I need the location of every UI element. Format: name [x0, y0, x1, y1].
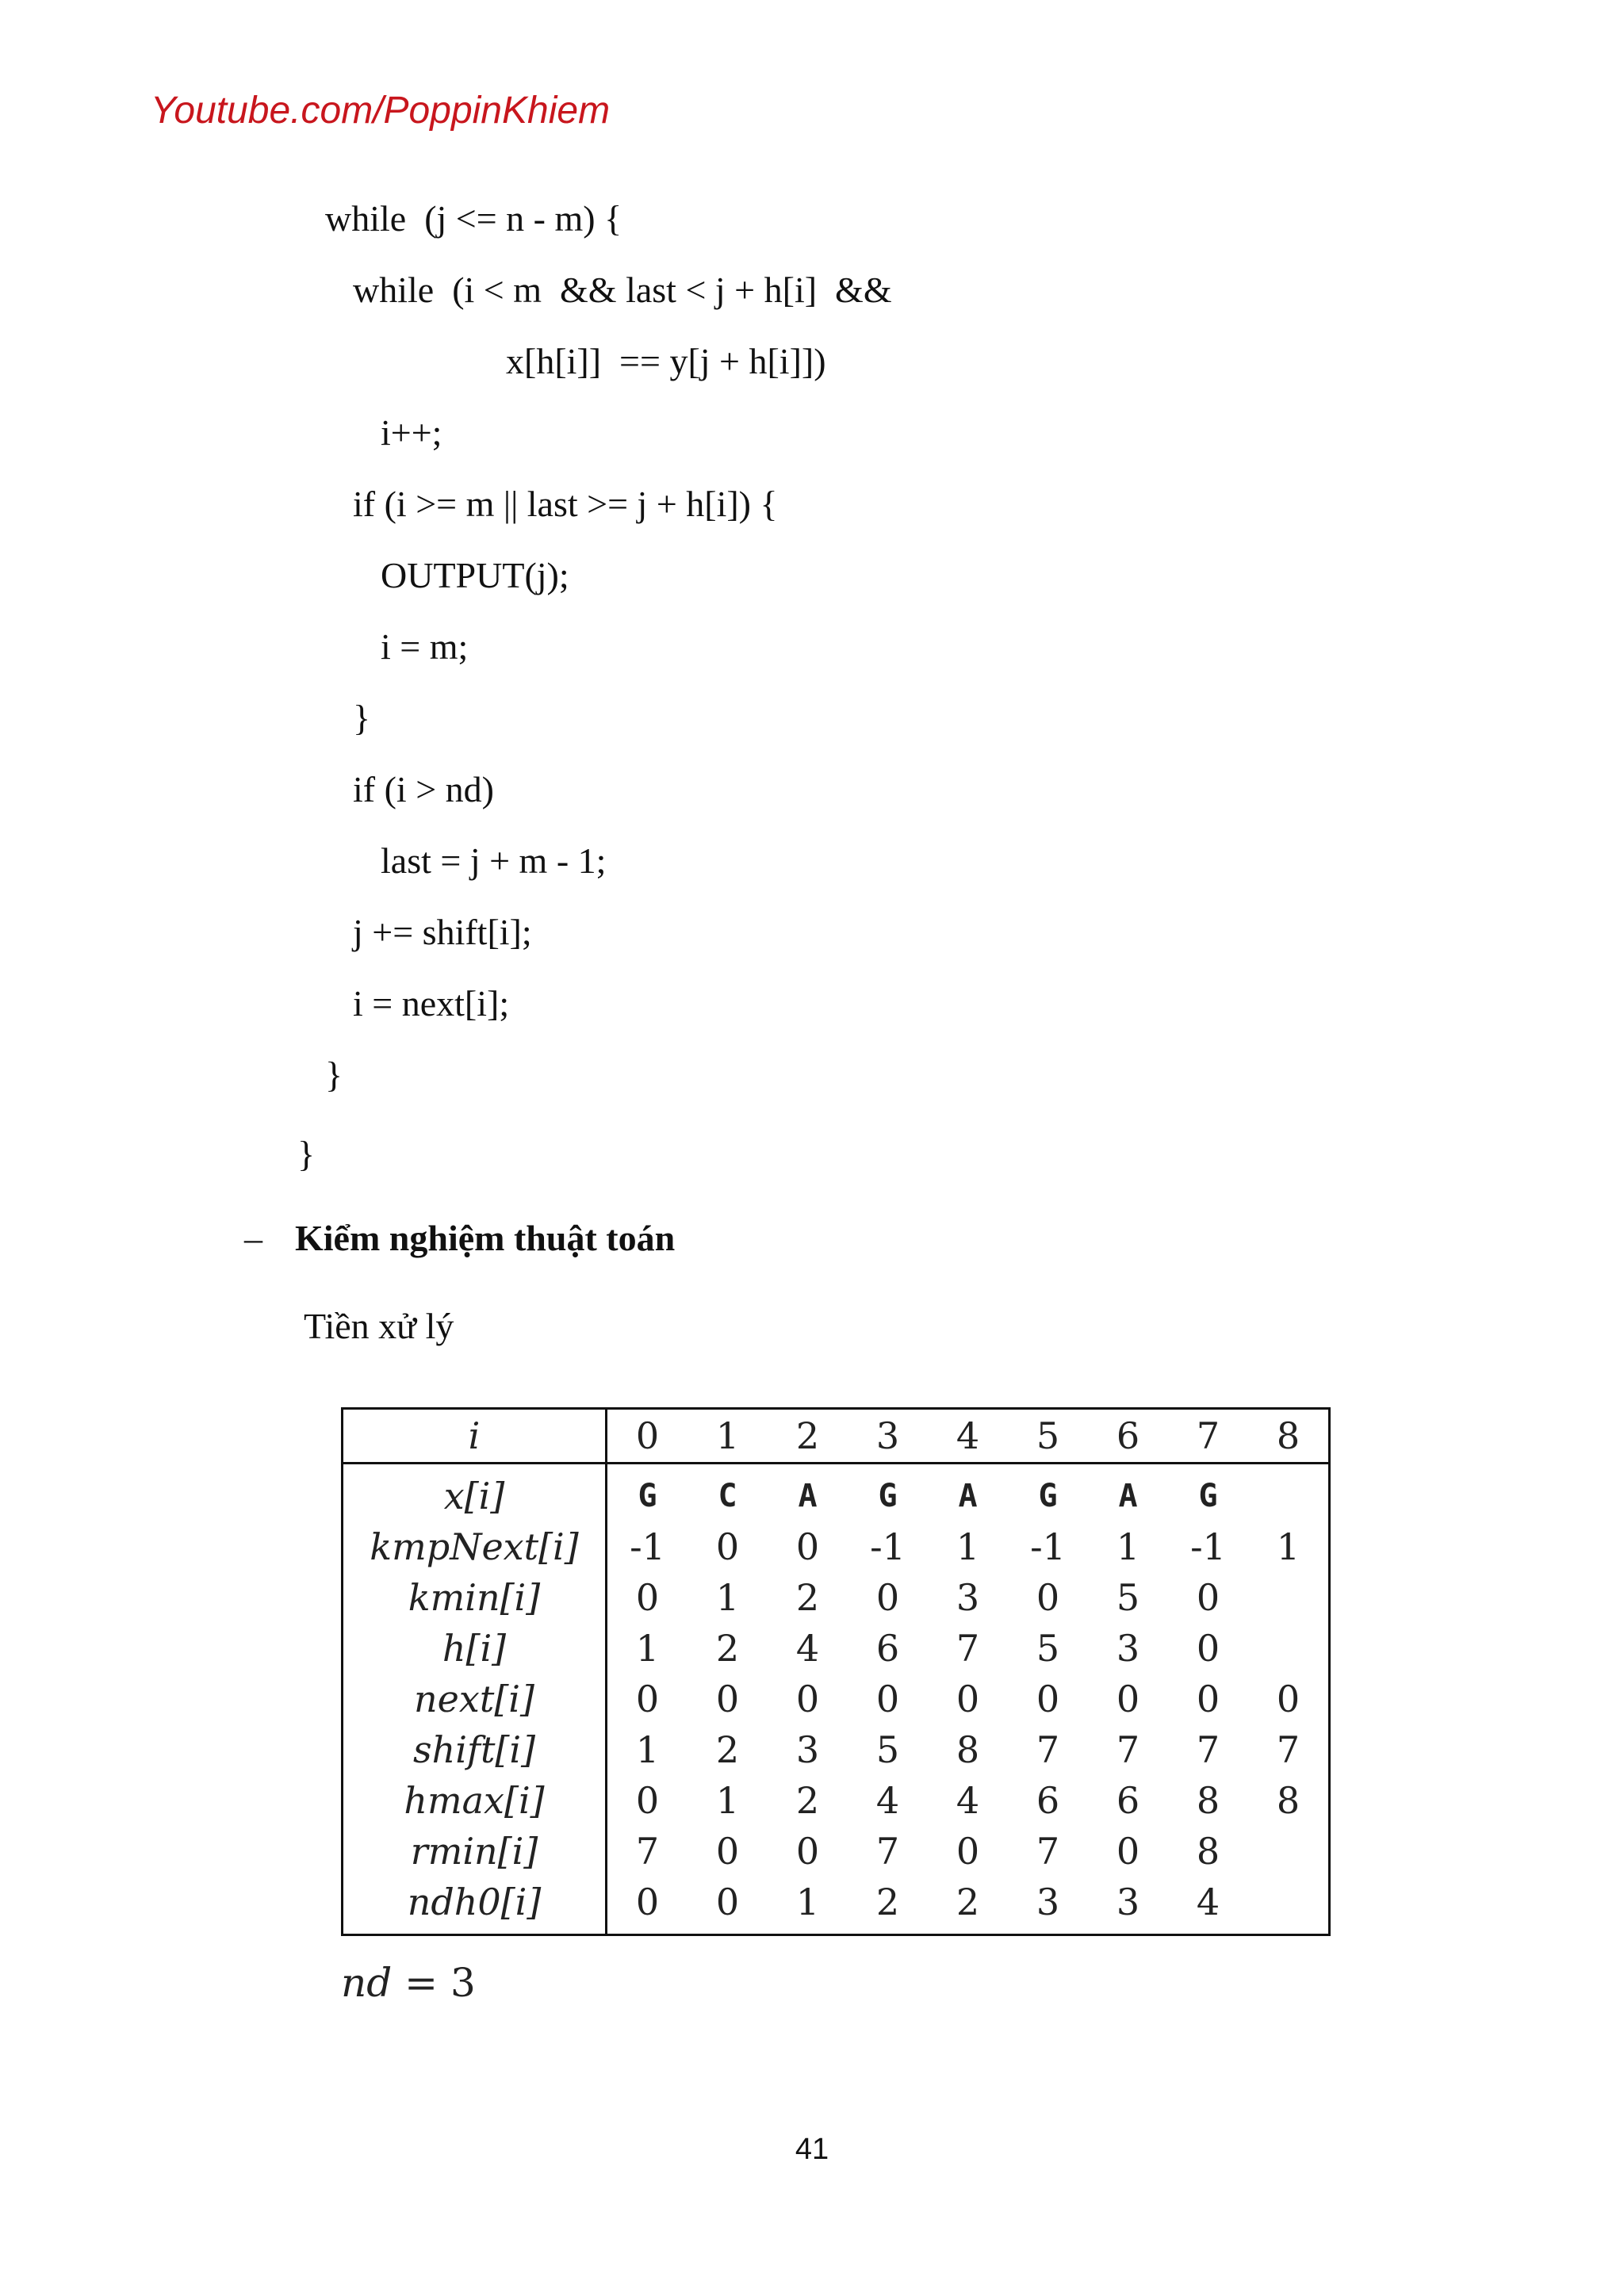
table-cell: 2	[715, 1627, 740, 1670]
table-cell: 1	[1116, 1525, 1140, 1568]
column-header: 8	[1248, 1409, 1330, 1464]
table-row	[343, 1775, 1330, 1826]
table-cell: 1	[1276, 1525, 1300, 1568]
table-cell: 0	[1196, 1576, 1220, 1619]
table-cell: 8	[1196, 1779, 1220, 1822]
table-cell: -1	[870, 1525, 906, 1568]
table-cell: 6	[1116, 1779, 1140, 1822]
table-row	[343, 1724, 1330, 1775]
table-cell: 0	[795, 1525, 820, 1568]
code-line: while (j <= n - m) {	[325, 198, 622, 239]
code-line: if (i >= m || last >= j + h[i]) {	[353, 484, 778, 524]
table-cell: 0	[715, 1830, 740, 1873]
code-line: while (i < m && last < j + h[i] &&	[353, 270, 892, 310]
table-cell: 2	[875, 1881, 900, 1923]
section-heading-text: Kiểm nghiệm thuật toán	[295, 1218, 676, 1258]
table-cell: 7	[956, 1627, 980, 1670]
section-heading	[244, 1215, 675, 1262]
table-cell: 0	[715, 1525, 740, 1568]
table-cell: 0	[635, 1678, 660, 1720]
table-cell: 0	[956, 1678, 980, 1720]
table-header-row	[343, 1409, 1330, 1464]
code-line: if (i > nd)	[353, 769, 494, 809]
column-header: 0	[607, 1409, 688, 1464]
preprocessing-table	[341, 1407, 1331, 1936]
table-cell: 0	[715, 1678, 740, 1720]
table-cell: 0	[875, 1678, 900, 1720]
table-cell: 7	[1116, 1728, 1140, 1771]
code-line: }	[353, 698, 371, 738]
table-cell: 0	[795, 1678, 820, 1720]
table-cell: 5	[1036, 1627, 1060, 1670]
table-cell: 7	[875, 1830, 900, 1873]
code-line: OUTPUT(j);	[381, 555, 569, 595]
table-cell	[1248, 1464, 1330, 1522]
table-cell: G	[638, 1478, 657, 1514]
table-cell: -1	[1030, 1525, 1066, 1568]
table-cell: 0	[715, 1881, 740, 1923]
table-cell: 0	[1196, 1627, 1220, 1670]
table-cell: 5	[1116, 1576, 1140, 1619]
row-label: h[i]	[343, 1623, 607, 1674]
table-cell: 3	[1116, 1627, 1140, 1670]
column-header: 6	[1088, 1409, 1168, 1464]
table-cell	[1248, 1572, 1330, 1623]
table-cell: 1	[715, 1576, 740, 1619]
code-line: }	[297, 1134, 316, 1174]
table-cell: 1	[956, 1525, 980, 1568]
code-line: x[h[i]] == y[j + h[i]])	[506, 341, 826, 381]
table-row	[343, 1572, 1330, 1623]
code-line: i = next[i];	[353, 983, 510, 1024]
table-header-label: i	[343, 1409, 607, 1464]
table-cell: 7	[1036, 1830, 1060, 1873]
page-number: 41	[795, 2133, 829, 2166]
table-row	[343, 1623, 1330, 1674]
column-header: 2	[768, 1409, 848, 1464]
nd-variable: nd	[341, 1960, 393, 2006]
table-cell: 0	[875, 1576, 900, 1619]
table-cell: 8	[1196, 1830, 1220, 1873]
table-row	[343, 1674, 1330, 1724]
table-cell: 2	[795, 1576, 820, 1619]
table-cell: 7	[1036, 1728, 1060, 1771]
table-cell: 0	[1116, 1678, 1140, 1720]
table-cell: 5	[875, 1728, 900, 1771]
table-cell: A	[798, 1478, 818, 1514]
table-cell: 1	[635, 1627, 660, 1670]
table-cell: 1	[635, 1728, 660, 1771]
table-cell: 0	[635, 1881, 660, 1923]
nd-equation	[341, 1960, 476, 2006]
table-cell	[1248, 1826, 1330, 1877]
table-cell: C	[718, 1478, 737, 1514]
table-cell: 2	[956, 1881, 980, 1923]
table-cell: 7	[1196, 1728, 1220, 1771]
code-line: i++;	[381, 412, 442, 453]
watermark-text: Youtube.com/PoppinKhiem	[151, 90, 611, 132]
table-row	[343, 1826, 1330, 1877]
table-cell: 3	[1036, 1881, 1060, 1923]
code-line: j += shift[i];	[353, 912, 532, 952]
table-cell: -1	[1190, 1525, 1226, 1568]
code-line: }	[325, 1054, 343, 1095]
table-cell: 0	[635, 1779, 660, 1822]
column-header: 1	[688, 1409, 768, 1464]
table-cell: 1	[715, 1779, 740, 1822]
column-header: 3	[848, 1409, 928, 1464]
table-cell: 7	[1276, 1728, 1300, 1771]
row-label: kmin[i]	[343, 1572, 607, 1623]
table-cell: A	[1118, 1478, 1138, 1514]
row-label: kmpNext[i]	[343, 1521, 607, 1572]
table-cell: 8	[1276, 1779, 1300, 1822]
table-cell: 0	[635, 1576, 660, 1619]
table-row	[343, 1464, 1330, 1522]
row-label: next[i]	[343, 1674, 607, 1724]
table-cell: 4	[795, 1627, 820, 1670]
table-cell: G	[1198, 1478, 1218, 1514]
table-cell: G	[878, 1478, 898, 1514]
table-cell: -1	[630, 1525, 665, 1568]
table-cell: 2	[715, 1728, 740, 1771]
table-cell: 0	[1036, 1576, 1060, 1619]
table-cell: 3	[795, 1728, 820, 1771]
column-header: 4	[928, 1409, 1008, 1464]
table-cell	[1248, 1877, 1330, 1935]
table-cell: 2	[795, 1779, 820, 1822]
table-row	[343, 1877, 1330, 1935]
code-line: last = j + m - 1;	[381, 840, 607, 881]
row-label: ndh0[i]	[343, 1877, 607, 1935]
table-cell: G	[1038, 1478, 1058, 1514]
table-row	[343, 1521, 1330, 1572]
table-cell: 3	[956, 1576, 980, 1619]
column-header: 7	[1168, 1409, 1248, 1464]
row-label: shift[i]	[343, 1724, 607, 1775]
table-cell: 6	[1036, 1779, 1060, 1822]
column-header: 5	[1008, 1409, 1088, 1464]
subheading: Tiền xử lý	[304, 1306, 454, 1346]
row-label: hmax[i]	[343, 1775, 607, 1826]
table-cell: 0	[795, 1830, 820, 1873]
table-cell: 0	[1116, 1830, 1140, 1873]
table-cell: A	[958, 1478, 978, 1514]
table-cell: 4	[956, 1779, 980, 1822]
row-label: x[i]	[343, 1464, 607, 1522]
table-cell: 3	[1116, 1881, 1140, 1923]
nd-value: 3	[450, 1960, 476, 2006]
table-cell: 0	[1036, 1678, 1060, 1720]
table-cell: 0	[956, 1830, 980, 1873]
bullet-dash: –	[244, 1218, 262, 1258]
table-cell: 4	[1196, 1881, 1220, 1923]
row-label: rmin[i]	[343, 1826, 607, 1877]
table-cell	[1248, 1623, 1330, 1674]
table-cell: 6	[875, 1627, 900, 1670]
nd-equals: =	[404, 1960, 439, 2006]
table-cell: 0	[1196, 1678, 1220, 1720]
table-cell: 7	[635, 1830, 660, 1873]
table-cell: 1	[795, 1881, 820, 1923]
table-cell: 0	[1276, 1678, 1300, 1720]
code-line: i = m;	[381, 626, 469, 667]
table-cell: 8	[956, 1728, 980, 1771]
table-cell: 4	[875, 1779, 900, 1822]
